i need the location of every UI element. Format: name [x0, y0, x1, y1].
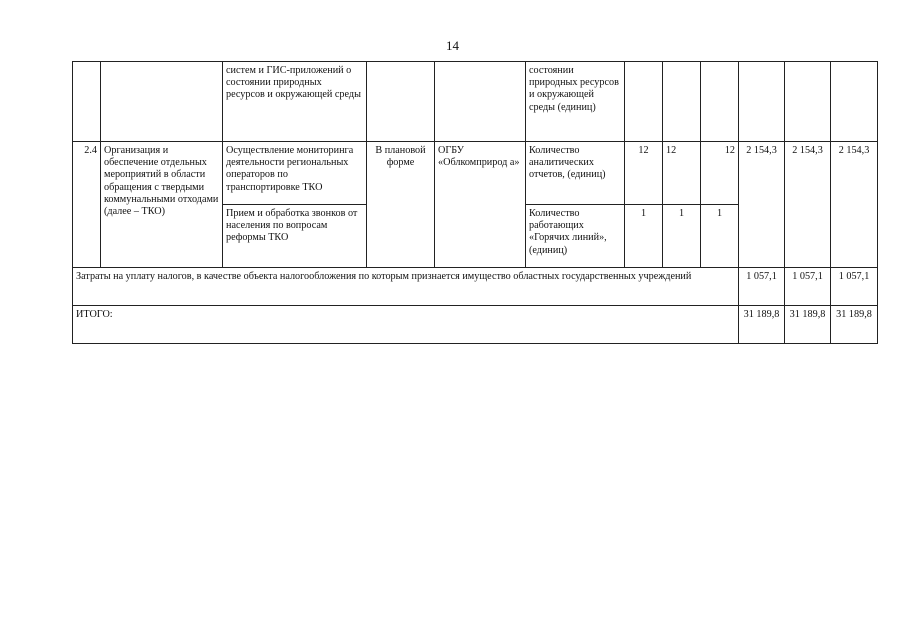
cell-amount: 31 189,8: [831, 306, 878, 344]
cell-form: [367, 62, 435, 142]
cell-value: 1: [663, 205, 701, 268]
table-row-total: [73, 306, 878, 344]
cell-value: 12: [701, 142, 739, 205]
cell-value: [663, 62, 701, 142]
cell-name: Организация и обеспечение отдельных мероприятий в области обращения с твердыми коммунальными отходами (далее – ТКО): [101, 142, 223, 268]
cell-value: 1: [701, 205, 739, 268]
cell-amount: 2 154,3: [739, 142, 785, 268]
cell-activity: систем и ГИС-приложений о состоянии природных ресурсов и окружающей среды: [223, 62, 367, 142]
table-row-2-4-a: [73, 142, 878, 205]
cell-tax-label: Затраты на уплату налогов, в качестве объекта налогообложения по которым признается имущество областных государственных учреждений: [73, 268, 739, 306]
cell-value: 12: [625, 142, 663, 205]
cell-amount: 31 189,8: [739, 306, 785, 344]
cell-value: [625, 62, 663, 142]
cell-amount: 31 189,8: [785, 306, 831, 344]
table-row-continuation: [73, 62, 878, 142]
cell-amount: 1 057,1: [739, 268, 785, 306]
cell-amount: 1 057,1: [831, 268, 878, 306]
cell-total-label: ИТОГО:: [73, 306, 739, 344]
cell-activity: Осуществление мониторинга деятельности региональных операторов по транспортировке ТКО: [223, 142, 367, 205]
cell-value: [701, 62, 739, 142]
cell-number: 2.4: [73, 142, 101, 268]
cell-amount: [831, 62, 878, 142]
budget-table: [72, 61, 878, 344]
cell-amount: [785, 62, 831, 142]
cell-executor: ОГБУ «Облкомприрод а»: [435, 142, 526, 268]
cell-value: 1: [625, 205, 663, 268]
page-number: 14: [446, 38, 459, 53]
cell-number: [73, 62, 101, 142]
cell-indicator: состоянии природных ресурсов и окружающей среды (единиц): [526, 62, 625, 142]
cell-name: [101, 62, 223, 142]
cell-amount: 2 154,3: [785, 142, 831, 268]
cell-activity: Прием и обработка звонков от населения по вопросам реформы ТКО: [223, 205, 367, 268]
cell-form: В плановой форме: [367, 142, 435, 268]
cell-executor: [435, 62, 526, 142]
cell-amount: [739, 62, 785, 142]
cell-amount: 2 154,3: [831, 142, 878, 268]
cell-indicator: Количество аналитических отчетов, (единиц): [526, 142, 625, 205]
table-row-taxes: [73, 268, 878, 306]
cell-amount: 1 057,1: [785, 268, 831, 306]
cell-indicator: Количество работающих «Горячих линий», (единиц): [526, 205, 625, 268]
cell-value: 12: [663, 142, 701, 205]
